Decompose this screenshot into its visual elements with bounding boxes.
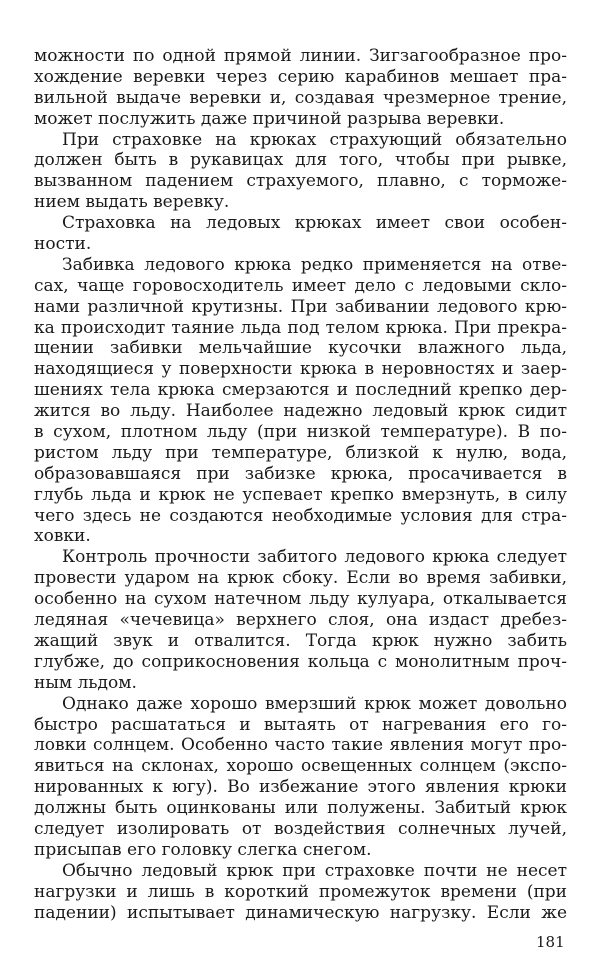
text-line: ховки. [34,526,91,547]
paragraph [34,46,567,130]
text-line: образовавшаяся при забизке крюка, просачивается в [34,463,567,484]
text-line: явиться на склонах, хорошо освещенных солнцем (экспо- [34,756,567,777]
text-line: вызванном падением страхуемого, плавно, с торможе- [34,171,567,192]
text-line: следует изолировать от воздействия солнечных лучей, [34,818,567,839]
text-line: нами различной крутизны. При забивании ледового крю- [34,296,567,317]
text-line: ка происходит таяние льда под телом крюка. При прекра- [34,317,567,338]
paragraph [34,861,567,924]
text-line: присыпав его головку слегка снегом. [34,839,372,860]
text-line: падении) испытывает динамическую нагрузку. Если же [34,902,567,923]
page-number: 181 [536,933,565,951]
text-line: нием выдать веревку. [34,192,230,213]
text-line: должен быть в рукавицах для того, чтобы при рывке, [34,150,567,171]
paragraph [34,547,567,693]
text-line: особенно на сухом натечном льду кулуара, откалывается [34,589,567,610]
paragraph [34,255,567,547]
text-line: Забивка ледового крюка редко применяется на отве- [62,254,567,275]
text-line: Страховка на ледовых крюках имеет свои особен- [62,213,567,234]
text-line: нированных к югу). Во избежание этого явления крюки [34,777,567,798]
text-line: шениях тела крюка смерзаются и последний крепко дер- [34,380,567,401]
text-line: глубь льда и крюк не успевает крепко вмерзнуть, в силу [34,484,567,505]
text-line: в сухом, плотном льду (при низкой температуре). В по- [34,422,567,443]
text-line: ным льдом. [34,672,137,693]
text-line: При страховке на крюках страхующий обязательно [62,129,567,150]
paragraph [34,213,567,255]
paragraph [34,130,567,214]
paragraph [34,694,567,861]
text-line: находящиеся у поверхности крюка в неровностях и заер- [34,359,567,380]
text-line: чего здесь не создаются необходимые условия для стра- [34,505,567,526]
text-line: быстро расшататься и вытаять от нагревания его го- [34,714,567,735]
text-line: глубже, до соприкосновения кольца с монолитным проч- [34,651,567,672]
text-line: можности по одной прямой линии. Зигзагообразное про- [34,46,567,66]
text-line: ристом льду при температуре, близкой к нулю, вода, [34,442,567,463]
text-line: Обычно ледовый крюк при страховке почти не несет [62,860,567,881]
text-line: ловки солнцем. Особенно часто такие явления могут про- [34,735,567,756]
text-line: ности. [34,234,92,255]
text-line: Контроль прочности забитого ледового крюка следует [62,547,567,568]
text-line: жится во льду. Наиболее надежно ледовый крюк сидит [34,401,567,422]
text-line: должны быть оцинкованы или полужены. Забитый крюк [34,798,567,819]
text-line: сах, чаще горовосходитель имеет дело с ледовыми скло- [34,275,567,296]
text-line: жащий звук и отвалится. Тогда крюк нужно забить [34,630,567,651]
text-line: может послужить даже причиной разрыва веревки. [34,108,505,129]
text-line: щении забивки мельчайшие кусочки влажного льда, [34,338,567,359]
text-line: хождение веревки через серию карабинов мешает пра- [34,66,567,87]
text-line: ледяная «чечевица» верхнего слоя, она издаст дребез- [34,610,567,631]
text-line: нагрузки и лишь в короткий промежуток времени (при [34,881,567,902]
body-text [34,46,567,923]
text-line: вильной выдаче веревки и, создавая чрезмерное трение, [34,87,567,108]
text-line: провести ударом на крюк сбоку. Если во время забивки, [34,568,567,589]
text-line: Однако даже хорошо вмерзший крюк может довольно [62,693,567,714]
